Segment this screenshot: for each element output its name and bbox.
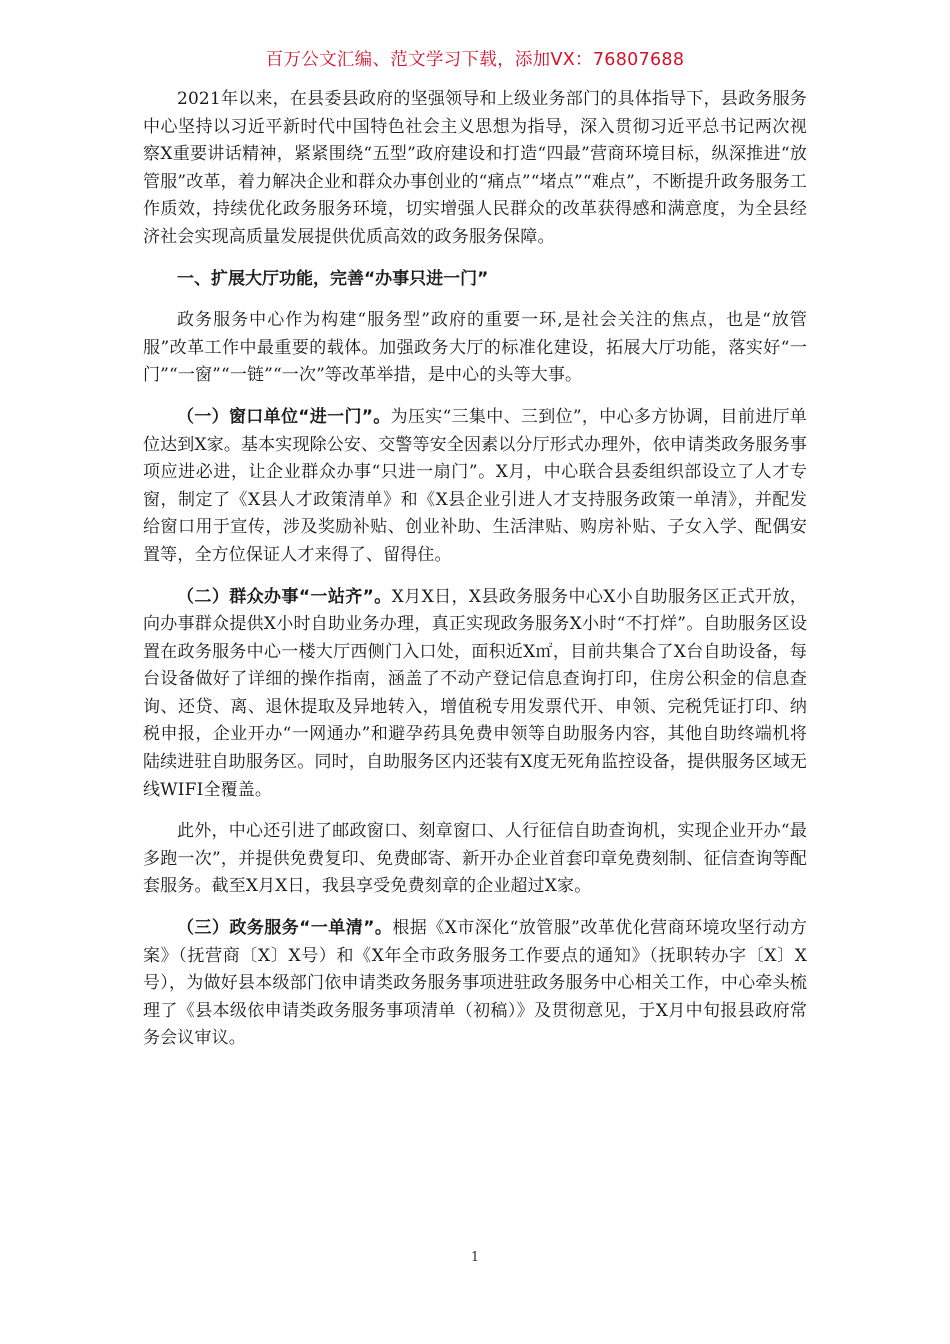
item-body-1: 为压实“三集中、三到位”，中心多方协调，目前进厅单位达到X家。基本实现除公安、交警等安全因素以分厅形式办理外，依申请类政务服务事项应进必进，让企业群众办事“只进一扇门”。X月，中心联合县委组织部设立了人才专窗，制定了《X县人才政策清单》和《X县企业引进人才支持服务政策一单清》，并配发给窗口用于宣传，涉及奖励补贴、创业补助、生活津贴、购房补贴、子女入学、配偶安置等，全方位保证人才来得了、留得住。 [143,406,807,565]
watermark-header: 百万公文汇编、范文学习下载，添加VX：76807688 [265,50,685,70]
section-heading: 一、扩展大厅功能，完善“办事只进一门” [177,268,489,289]
document-body [143,86,807,1053]
page-number: 1 [470,1250,480,1265]
intro-paragraph: 2021年以来，在县委县政府的坚强领导和上级业务部门的具体指导下，县政务服务中心坚持以习近平新时代中国特色社会主义思想为指导，深入贯彻习近平总书记两次视察X重要讲话精神，紧紧围绕“五型”政府建设和打造“四最”营商环境目标，纵深推进“放管服”改革，着力解决企业和群众办事创业的“痛点”“堵点”“难点”，不断提升政务服务工作质效，持续优化政务服务环境，切实增强人民群众的改革获得感和满意度，为全县经济社会实现高质量发展提供优质高效的政务服务保障。 [143,89,807,247]
item-title-1: （一）窗口单位“进一门”。 [177,406,391,427]
item-title-2: （二）群众办事“一站齐”。 [177,586,392,607]
item-body-2: X月X日，X县政务服务中心X小自助服务区正式开放，向办事群众提供X小时自助业务办理，真正实现政务服务X小时“不打烊”。自助服务区设置在政务服务中心一楼大厅西侧门入口处，面积近X㎡，目前共集合了X台自助设备，每台设备做好了详细的操作指南，涵盖了不动产登记信息查询打印，住房公积金的信息查询、还贷、离、退休提取及异地转入，增值税专用发票代开、申领、完税凭证打印、纳税申报，企业开办“一网通办”和避孕药具免费申领等自助服务内容，其他自助终端机将陆续进驻自助服务区。同时，自助服务区内还装有X度无死角监控设备，提供服务区域无线WIFI全覆盖。 [143,586,807,800]
item-body-3: 根据《X市深化“放管服”改革优化营商环境攻坚行动方案》（抚营商〔X〕X号）和《X年全市政务服务工作要点的通知》（抚职转办字〔X〕X号），为做好县本级部门依申请类政务服务事项进驻政务服务中心相关工作，中心牵头梳理了《县本级依申请类政务服务事项清单（初稿）》及贯彻意见，于X月中旬报县政府常务会议审议。 [143,918,808,1049]
section-intro-paragraph: 政务服务中心作为构建“服务型”政府的重要一环,是社会关注的焦点，也是“放管服”改革工作中最重要的载体。加强政务大厅的标准化建设，拓展大厅功能，落实好“一门”“一窗”“一链”“一次”等改革举措，是中心的头等大事。 [143,310,807,386]
item-paragraph-3 [143,915,807,1053]
item-paragraph-2 [143,584,807,805]
item-title-3: （三）政务服务“一单清”。 [177,918,393,939]
item-paragraph-1 [143,404,807,570]
item-extra-paragraph: 此外，中心还引进了邮政窗口、刻章窗口、人行征信自助查询机，实现企业开办“最多跑一次”，并提供免费复印、免费邮寄、新开办企业首套印章免费刻制、征信查询等配套服务。截至X月X日，我县享受免费刻章的企业超过X家。 [143,821,807,897]
